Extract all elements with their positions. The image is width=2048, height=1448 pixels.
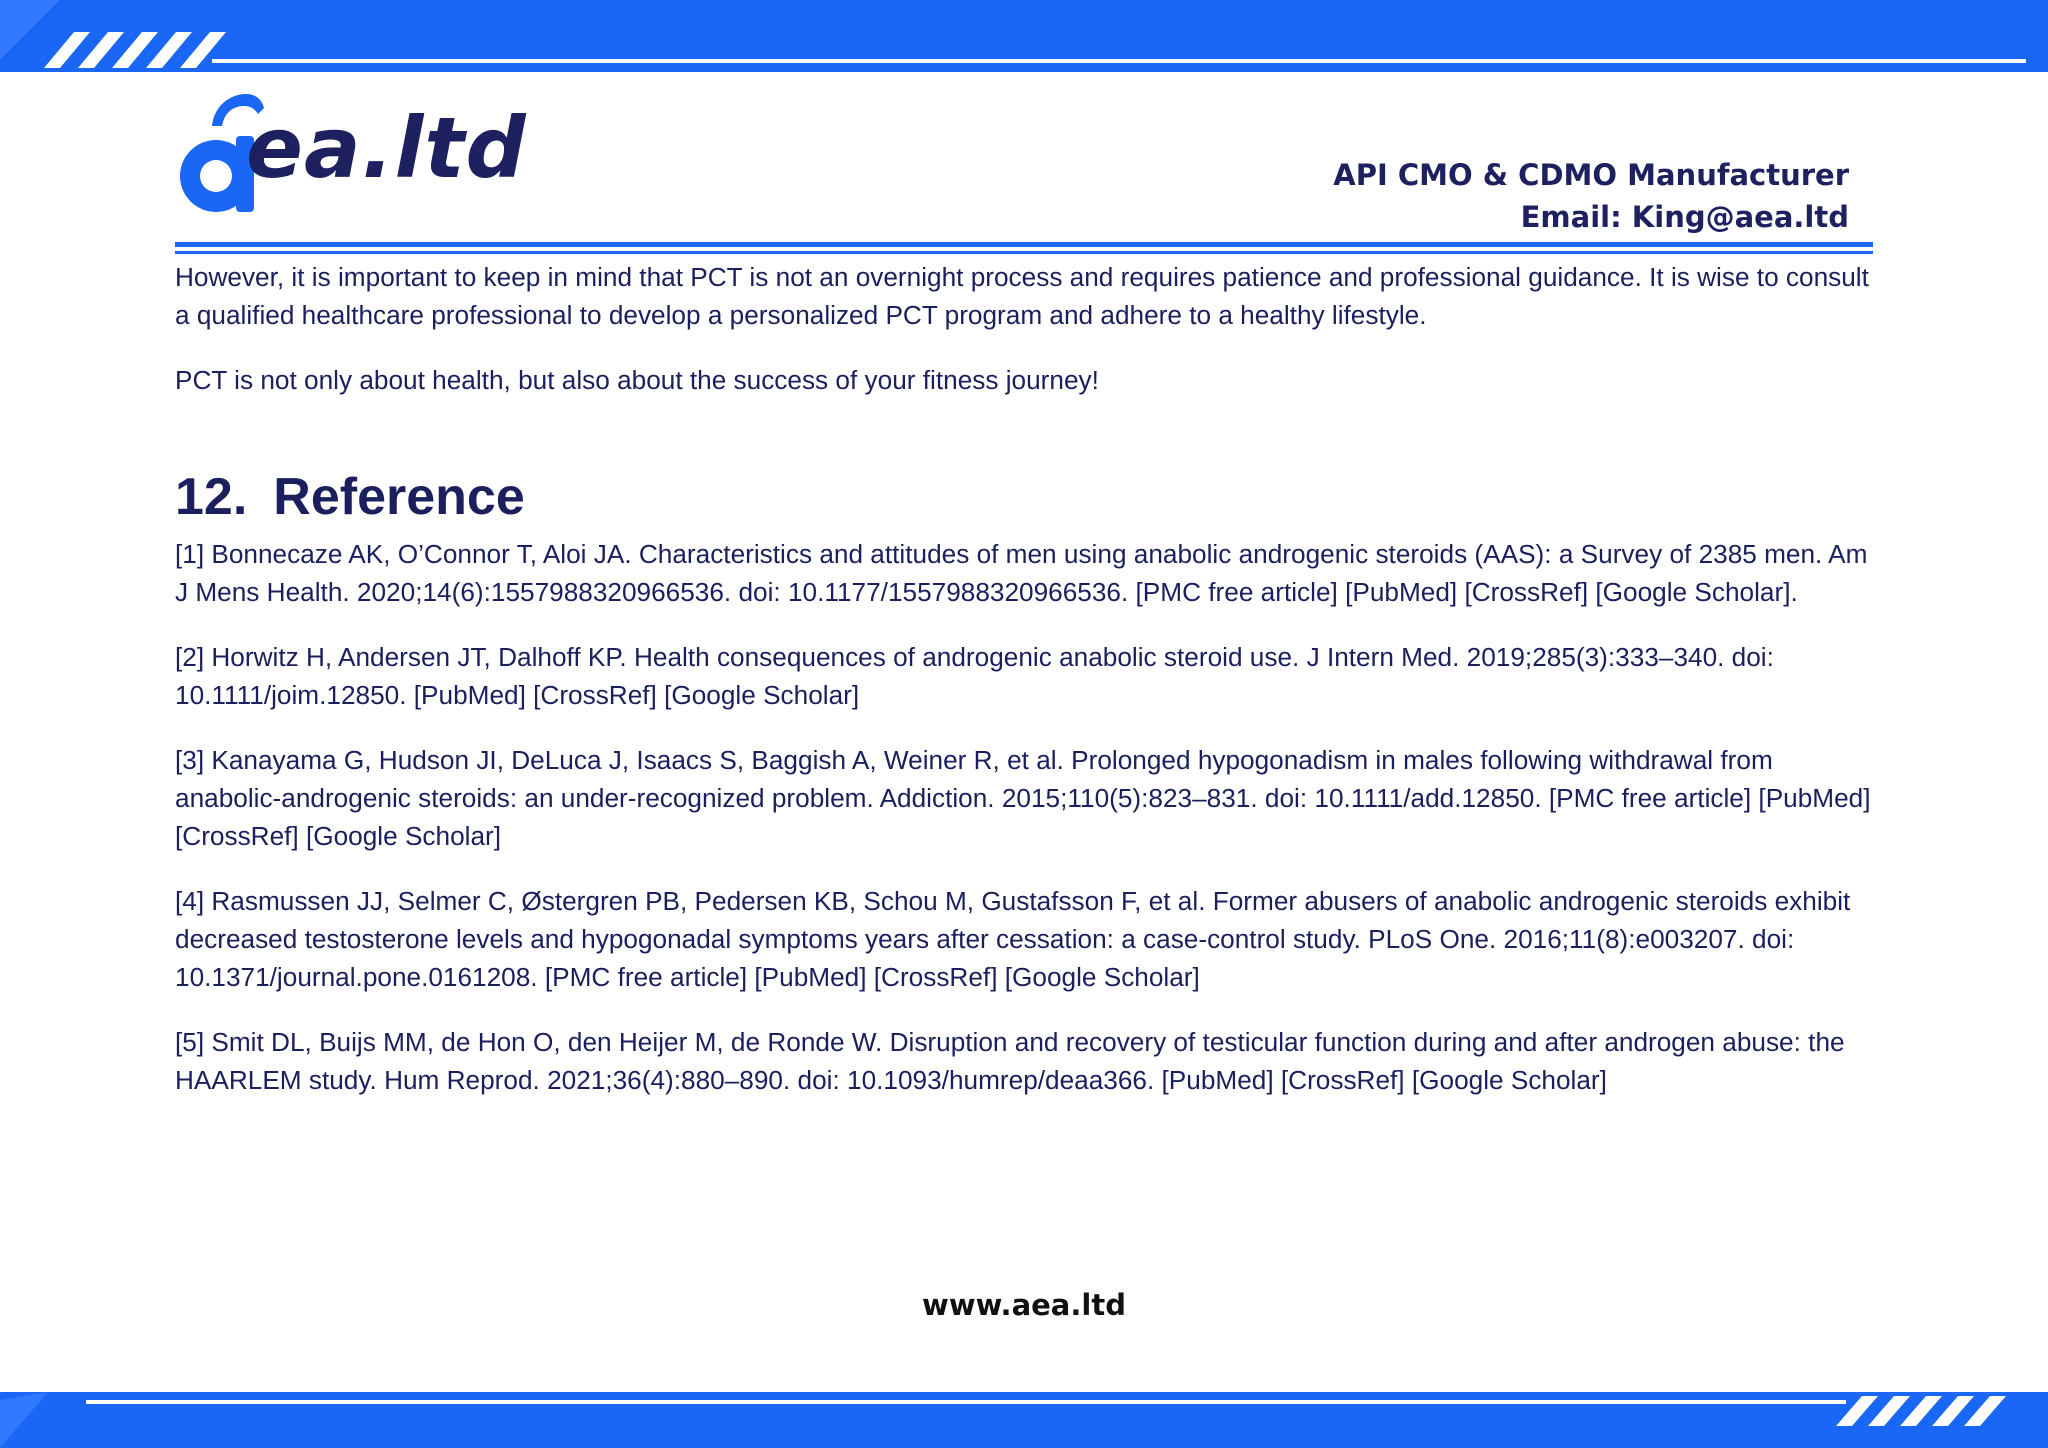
section-number: 12. — [175, 468, 248, 526]
logo-wordmark: ea.ltd — [246, 99, 527, 197]
company-logo[interactable] — [172, 92, 527, 222]
company-tagline: API CMO & CDMO Manufacturer — [1333, 158, 1849, 192]
body-paragraph: PCT is not only about health, but also about the success of your fitness journey! — [175, 365, 1099, 395]
contact-email[interactable]: Email: King@aea.ltd — [1520, 200, 1849, 234]
header-divider-thin — [175, 251, 1873, 254]
section-title: Reference — [273, 468, 525, 526]
reference-item: [3] Kanayama G, Hudson JI, DeLuca J, Isaacs S, Baggish A, Weiner R, et al. Prolonged hypogonadism in males following withdrawal from anabolic-androgenic steroids: an under-recognized problem. Addiction. 2015;110(5):823–831. doi: 10.1111/add.12850. [PMC free article] [PubMed] [CrossRef] [Google Scholar] — [175, 745, 1871, 851]
reference-item: [1] Bonnecaze AK, O’Connor T, Aloi JA. Characteristics and attitudes of men using anabolic androgenic steroids (AAS): a Survey of 2385 men. Am J Mens Health. 2020;14(6):1557988320966536. doi: 10.1177/1557988320966536. [PMC free article] [PubMed] [CrossRef] [Google Scholar]. — [175, 539, 1868, 607]
top-banner — [0, 0, 2048, 72]
document-body — [175, 258, 1880, 1126]
section-heading — [175, 467, 1880, 527]
footer-website-link[interactable]: www.aea.ltd — [922, 1288, 1126, 1322]
reference-item: [5] Smit DL, Buijs MM, de Hon O, den Heijer M, de Ronde W. Disruption and recovery of testicular function during and after androgen abuse: the HAARLEM study. Hum Reprod. 2021;36(4):880–890. doi: 10.1093/humrep/deaa366. [PubMed] [CrossRef] [Google Scholar] — [175, 1027, 1845, 1095]
reference-item: [2] Horwitz H, Andersen JT, Dalhoff KP. Health consequences of androgenic anabolic steroid use. J Intern Med. 2019;285(3):333–340. doi: 10.1111/joim.12850. [PubMed] [CrossRef] [Google Scholar] — [175, 642, 1774, 710]
body-paragraph: However, it is important to keep in mind that PCT is not an overnight process and requires patience and professional guidance. It is wise to consult a qualified healthcare professional to develop a personalized PCT program and adhere to a healthy lifestyle. — [175, 262, 1869, 330]
top-banner-decoration — [0, 0, 2048, 72]
header-divider — [175, 242, 1873, 247]
bottom-banner — [0, 1392, 2048, 1448]
bottom-banner-decoration — [0, 1392, 2048, 1448]
header-info — [1333, 154, 1849, 238]
reference-item: [4] Rasmussen JJ, Selmer C, Østergren PB, Pedersen KB, Schou M, Gustafsson F, et al. Former abusers of anabolic androgenic steroids exhibit decreased testosterone levels and hypogonadal symptoms years after cessation: a case-control study. PLoS One. 2016;11(8):e003207. doi: 10.1371/journal.pone.0161208. [PMC free article] [PubMed] [CrossRef] [Google Scholar] — [175, 886, 1851, 992]
